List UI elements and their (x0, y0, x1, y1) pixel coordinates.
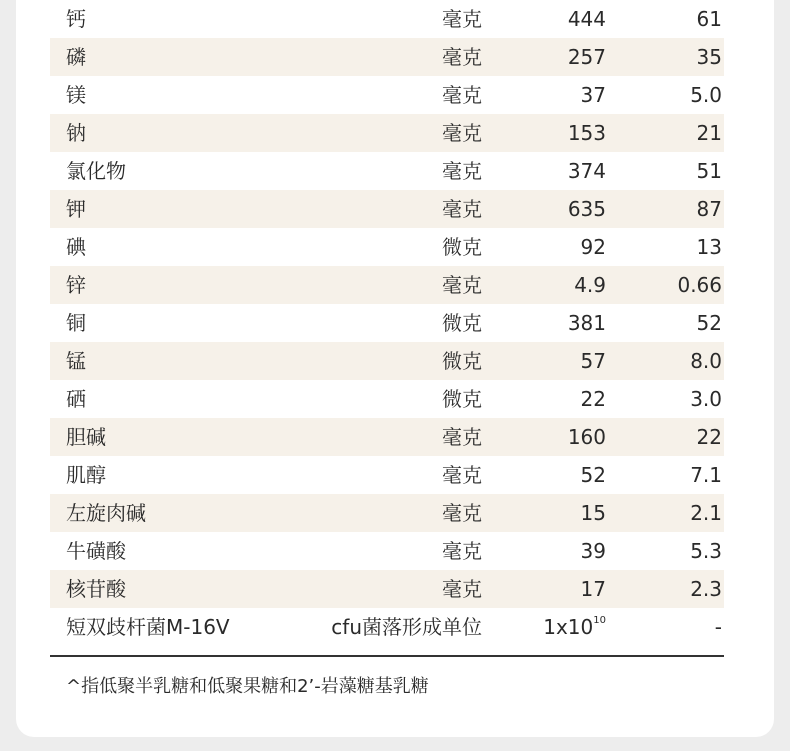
nutrient-unit: 微克 (442, 235, 482, 259)
nutrient-name: 钙 (66, 7, 86, 31)
nutrient-value-per-100kj: 87 (696, 197, 722, 221)
table-row (50, 418, 724, 456)
nutrient-unit: 毫克 (442, 539, 482, 563)
nutrient-unit: 毫克 (442, 83, 482, 107)
table-bottom-rule (50, 655, 724, 657)
nutrient-unit: cfu菌落形成单位 (331, 615, 482, 639)
table-row (50, 76, 724, 114)
nutrient-name: 磷 (66, 45, 86, 69)
nutrient-unit: 毫克 (442, 425, 482, 449)
table-row (50, 380, 724, 418)
value-exponent: 10 (593, 615, 606, 626)
nutrient-value-per-100kj: 5.0 (690, 83, 722, 107)
nutrient-unit: 毫克 (442, 501, 482, 525)
nutrient-value-per-100g: 160 (567, 425, 606, 449)
nutrient-unit: 毫克 (442, 463, 482, 487)
nutrient-value-per-100kj: 22 (696, 425, 722, 449)
nutrient-name: 硒 (66, 387, 86, 411)
nutrient-value-per-100kj: 3.0 (690, 387, 722, 411)
nutrient-unit: 毫克 (442, 159, 482, 183)
nutrient-unit: 毫克 (442, 121, 482, 145)
table-row (50, 342, 724, 380)
nutrient-value-per-100g: 153 (567, 121, 606, 145)
nutrient-value-per-100kj: - (714, 615, 722, 639)
nutrient-value-per-100kj: 61 (696, 7, 722, 31)
nutrient-value-per-100g: 635 (567, 197, 606, 221)
nutrient-name: 牛磺酸 (66, 539, 126, 563)
nutrient-name: 钾 (66, 197, 86, 221)
table-row (50, 228, 724, 266)
nutrient-value-per-100g: 52 (580, 463, 606, 487)
nutrient-value-per-100kj: 13 (696, 235, 722, 259)
nutrient-name: 核苷酸 (66, 577, 126, 601)
nutrient-name: 锌 (66, 273, 86, 297)
table-row (50, 570, 724, 608)
nutrient-name: 锰 (66, 349, 86, 373)
table-row (50, 38, 724, 76)
nutrient-value-per-100kj: 0.66 (677, 273, 722, 297)
nutrient-value-per-100kj: 7.1 (690, 463, 722, 487)
nutrient-unit: 微克 (442, 311, 482, 335)
nutrient-value-per-100kj: 35 (696, 45, 722, 69)
nutrient-value-per-100kj: 52 (696, 311, 722, 335)
footnote: ^指低聚半乳糖和低聚果糖和2’-岩藻糖基乳糖 (66, 676, 429, 697)
nutrient-value-per-100g: 92 (580, 235, 606, 259)
nutrient-value-per-100g: 57 (580, 349, 606, 373)
table-row (50, 456, 724, 494)
nutrient-value-per-100g (543, 608, 606, 646)
value-base: 1x10 (543, 615, 594, 639)
nutrient-value-per-100kj: 2.3 (690, 577, 722, 601)
table-row (50, 190, 724, 228)
nutrient-value-per-100g: 374 (567, 159, 606, 183)
nutrition-table-card (16, 0, 774, 737)
nutrient-unit: 毫克 (442, 273, 482, 297)
nutrient-unit: 微克 (442, 387, 482, 411)
nutrient-value-per-100kj: 8.0 (690, 349, 722, 373)
table-row-probiotic (50, 608, 724, 646)
nutrient-name: 左旋肉碱 (66, 501, 146, 525)
nutrient-name: 钠 (66, 121, 86, 145)
table-row (50, 494, 724, 532)
nutrient-value-per-100g: 39 (580, 539, 606, 563)
nutrient-unit: 毫克 (442, 577, 482, 601)
nutrition-table (50, 0, 724, 646)
nutrient-name: 肌醇 (66, 463, 106, 487)
nutrient-name: 胆碱 (66, 425, 106, 449)
nutrient-value-per-100g: 4.9 (574, 273, 606, 297)
nutrient-unit: 毫克 (442, 197, 482, 221)
nutrient-value-per-100kj: 5.3 (690, 539, 722, 563)
nutrient-value-per-100kj: 21 (696, 121, 722, 145)
nutrient-value-per-100g: 444 (567, 7, 606, 31)
nutrient-value-per-100g: 22 (580, 387, 606, 411)
nutrient-value-per-100g: 15 (580, 501, 606, 525)
nutrient-value-per-100kj: 51 (696, 159, 722, 183)
nutrient-unit: 毫克 (442, 7, 482, 31)
table-row (50, 114, 724, 152)
table-row (50, 0, 724, 38)
nutrient-name: 氯化物 (66, 159, 126, 183)
nutrient-name: 铜 (66, 311, 86, 335)
nutrient-unit: 毫克 (442, 45, 482, 69)
table-row (50, 304, 724, 342)
table-row (50, 266, 724, 304)
nutrient-name: 碘 (66, 235, 86, 259)
nutrient-name: 短双歧杆菌M-16V (66, 615, 230, 639)
nutrient-value-per-100g: 17 (580, 577, 606, 601)
table-row (50, 532, 724, 570)
nutrient-name: 镁 (66, 83, 86, 107)
nutrient-value-per-100g: 381 (567, 311, 606, 335)
table-row (50, 152, 724, 190)
nutrient-unit: 微克 (442, 349, 482, 373)
nutrient-value-per-100g: 257 (567, 45, 606, 69)
nutrient-value-per-100kj: 2.1 (690, 501, 722, 525)
nutrient-value-per-100g: 37 (580, 83, 606, 107)
